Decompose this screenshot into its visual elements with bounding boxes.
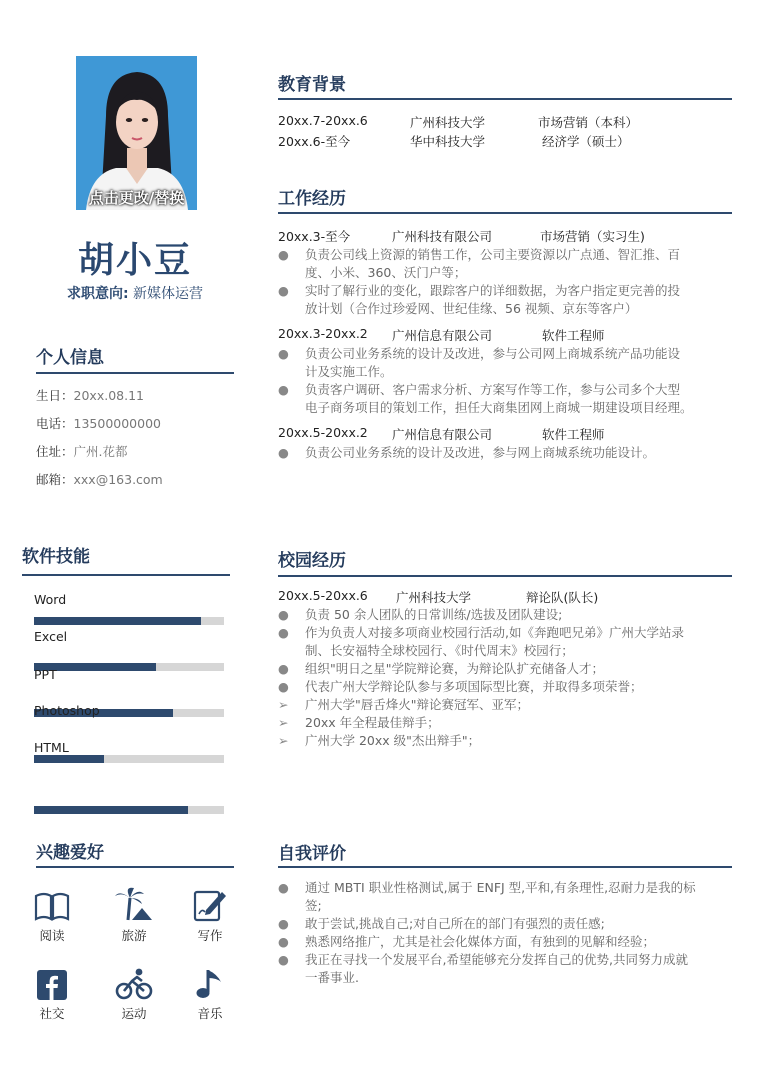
self-eval-bullet (278, 915, 732, 933)
personal-info-divider (36, 372, 234, 374)
skill-label-word: Word (34, 592, 67, 607)
skills-divider (22, 574, 230, 576)
bullet-text: 我正在寻找一个发展平台,希望能够充分发挥自己的优势,共同努力成就 一番事业. (305, 952, 688, 985)
edu-major: 经济学（硕士） (542, 134, 630, 149)
arrow-bullet-icon: ➢ (278, 715, 289, 730)
bullet-dot: ● (278, 916, 289, 931)
bullet-text: 敢于尝试,挑战自己;对自己所在的部门有强烈的责任感; (305, 916, 605, 931)
job-company: 广州科技有限公司 (392, 229, 493, 244)
self-eval-bullet (278, 933, 732, 951)
bullet-dot: ● (278, 445, 289, 460)
skill-label-photoshop: Photoshop (34, 703, 100, 718)
hobby-label: 写作 (197, 928, 223, 943)
bullet-text: 20xx 年全程最佳辩手； (305, 715, 440, 730)
hobby-reading (17, 884, 87, 944)
skills-title: 软件技能 (22, 547, 90, 567)
personal-info-list (36, 386, 236, 498)
facebook-icon (17, 962, 87, 1000)
campus-bullet (278, 696, 732, 714)
job-bullet (278, 345, 732, 381)
job-intent-value: 新媒体运营 (133, 286, 204, 302)
campus-divider (278, 575, 732, 577)
skill-fill (34, 617, 201, 625)
bullet-dot: ● (278, 346, 289, 361)
bullet-dot: ● (278, 934, 289, 949)
photo-caption: 点击更改/替换 (88, 189, 185, 207)
bullet-text: 负责 50 余人团队的日常训练/选拔及团队建设; (305, 607, 563, 622)
bullet-text: 实时了解行业的变化，跟踪客户的详细数据，为客户指定更完善的投 放计划（合作过珍爱网、世纪佳缘、56 视频、京东等客户） (305, 283, 681, 316)
campus-bullet (278, 660, 732, 678)
campus-bullet (278, 624, 732, 660)
bullet-text: 负责客户调研、客户需求分析、方案写作等工作，参与公司多个大型 电子商务项目的策划工作，担任大商集团网上商城一期建设项目经理。 (305, 382, 693, 415)
campus-bullet (278, 714, 732, 732)
cycling-icon (99, 962, 169, 1000)
job-intent-label: 求职意向: (66, 286, 129, 302)
edu-date: 20xx.7-20xx.6 (278, 113, 368, 128)
job-role: 软件工程师 (542, 427, 605, 442)
bullet-dot: ● (278, 625, 289, 640)
education-title: 教育背景 (278, 75, 346, 95)
hobby-label: 阅读 (39, 928, 65, 943)
bullet-text: 负责公司业务系统的设计及改进，参与网上商城系统功能设计。 (305, 445, 656, 460)
personal-info-title: 个人信息 (36, 348, 104, 368)
skill-bar-excel (34, 663, 224, 671)
education-divider (278, 98, 732, 100)
book-icon (17, 884, 87, 922)
skill-label-html: HTML (34, 740, 69, 755)
job-company: 广州信息有限公司 (392, 328, 493, 343)
bullet-dot: ● (278, 607, 289, 622)
bullet-dot: ● (278, 952, 289, 967)
campus-date: 20xx.5-20xx.6 (278, 588, 368, 603)
bullet-text: 广州大学"唇舌烽火"辩论赛冠军、亚军； (305, 697, 529, 712)
info-label: 住址： (36, 444, 74, 459)
campus-bullet (278, 732, 732, 750)
arrow-bullet-icon: ➢ (278, 697, 289, 712)
edu-major: 市场营销（本科） (538, 115, 639, 130)
job-bullet (278, 444, 732, 462)
palm-tree-icon (99, 884, 169, 922)
job-bullet (278, 381, 732, 417)
hobbies-title: 兴趣爱好 (36, 843, 104, 863)
info-email (36, 470, 236, 498)
bullet-text: 广州大学 20xx 级"杰出辩手"； (305, 733, 481, 748)
bullet-text: 作为负责人对接多项商业校园行活动,如《奔跑吧兄弟》广州大学站录 制、长安福特全球校园行、《时代周末》校园行； (305, 625, 684, 658)
hobby-label: 音乐 (197, 1006, 223, 1021)
bullet-text: 负责公司线上资源的销售工作，公司主要资源以广点通、智汇推、百 度、小米、360、沃门户等； (305, 247, 681, 280)
bullet-dot: ● (278, 247, 289, 262)
hobby-sports (99, 962, 169, 1022)
music-note-icon (175, 962, 245, 1000)
campus-org: 广州科技大学 (396, 590, 472, 605)
hobby-label: 旅游 (121, 928, 147, 943)
job-date: 20xx.3-20xx.2 (278, 326, 368, 341)
edu-school: 华中科技大学 (410, 134, 486, 149)
job-date: 20xx.5-20xx.2 (278, 425, 368, 440)
hobby-social (17, 962, 87, 1022)
self-eval-bullet (278, 951, 732, 987)
info-phone (36, 414, 236, 442)
job-bullet (278, 282, 732, 318)
skill-bar-photoshop (34, 755, 224, 763)
skill-fill (34, 755, 104, 763)
info-value: 广州.花都 (73, 444, 128, 459)
skill-bar-html (34, 806, 224, 814)
job-company: 广州信息有限公司 (392, 427, 493, 442)
bullet-dot: ● (278, 880, 289, 895)
bullet-text: 组织"明日之星"学院辩论赛，为辩论队扩充储备人才； (305, 661, 605, 676)
bullet-text: 代表广州大学辩论队参与多项国际型比赛，并取得多项荣誉； (305, 679, 643, 694)
hobby-music (175, 962, 245, 1022)
edu-date: 20xx.6-至今 (278, 134, 351, 149)
skill-label-excel: Excel (34, 629, 68, 644)
info-label: 生日： (36, 388, 74, 403)
info-value: 20xx.08.11 (73, 388, 144, 403)
hobby-writing (175, 884, 245, 944)
info-value: 13500000000 (73, 416, 161, 431)
self-eval-title: 自我评价 (278, 844, 346, 864)
work-divider (278, 212, 732, 214)
bullet-dot: ● (278, 661, 289, 676)
bullet-text: 熟悉网络推广，尤其是社会化媒体方面，有独到的见解和经验； (305, 934, 656, 949)
bullet-text: 负责公司业务系统的设计及改进，参与公司网上商城系统产品功能设 计及实施工作。 (305, 346, 681, 379)
bullet-dot: ● (278, 679, 289, 694)
campus-title: 校园经历 (278, 551, 346, 571)
info-value: xxx@163.com (73, 472, 163, 487)
hobby-travel (99, 884, 169, 944)
info-birthday (36, 386, 236, 414)
self-eval-divider (278, 866, 732, 868)
campus-role: 辩论队(队长) (526, 590, 599, 605)
info-address (36, 442, 236, 470)
job-role: 软件工程师 (542, 328, 605, 343)
bullet-dot: ● (278, 283, 289, 298)
campus-bullet (278, 678, 732, 696)
candidate-name: 胡小豆 (77, 240, 192, 281)
job-role: 市场营销（实习生) (540, 229, 645, 244)
writing-icon (175, 884, 245, 922)
profile-photo[interactable] (76, 56, 197, 210)
job-intent (40, 283, 230, 303)
hobby-label: 社交 (39, 1006, 65, 1021)
info-label: 电话： (36, 416, 74, 431)
job-bullet (278, 246, 732, 282)
work-title: 工作经历 (278, 189, 346, 209)
edu-school: 广州科技大学 (410, 115, 486, 130)
skill-label-ppt: PPT (34, 667, 57, 682)
skill-bar-word (34, 617, 224, 625)
bullet-dot: ● (278, 382, 289, 397)
campus-bullet (278, 606, 732, 624)
job-date: 20xx.3-至今 (278, 229, 351, 244)
skill-fill (34, 806, 188, 814)
hobbies-divider (36, 866, 234, 868)
self-eval-bullet (278, 879, 732, 915)
bullet-text: 通过 MBTI 职业性格测试,属于 ENFJ 型,平和,有条理性,忍耐力是我的标 签; (305, 880, 696, 913)
arrow-bullet-icon: ➢ (278, 733, 289, 748)
info-label: 邮箱： (36, 472, 74, 487)
hobby-label: 运动 (121, 1006, 147, 1021)
